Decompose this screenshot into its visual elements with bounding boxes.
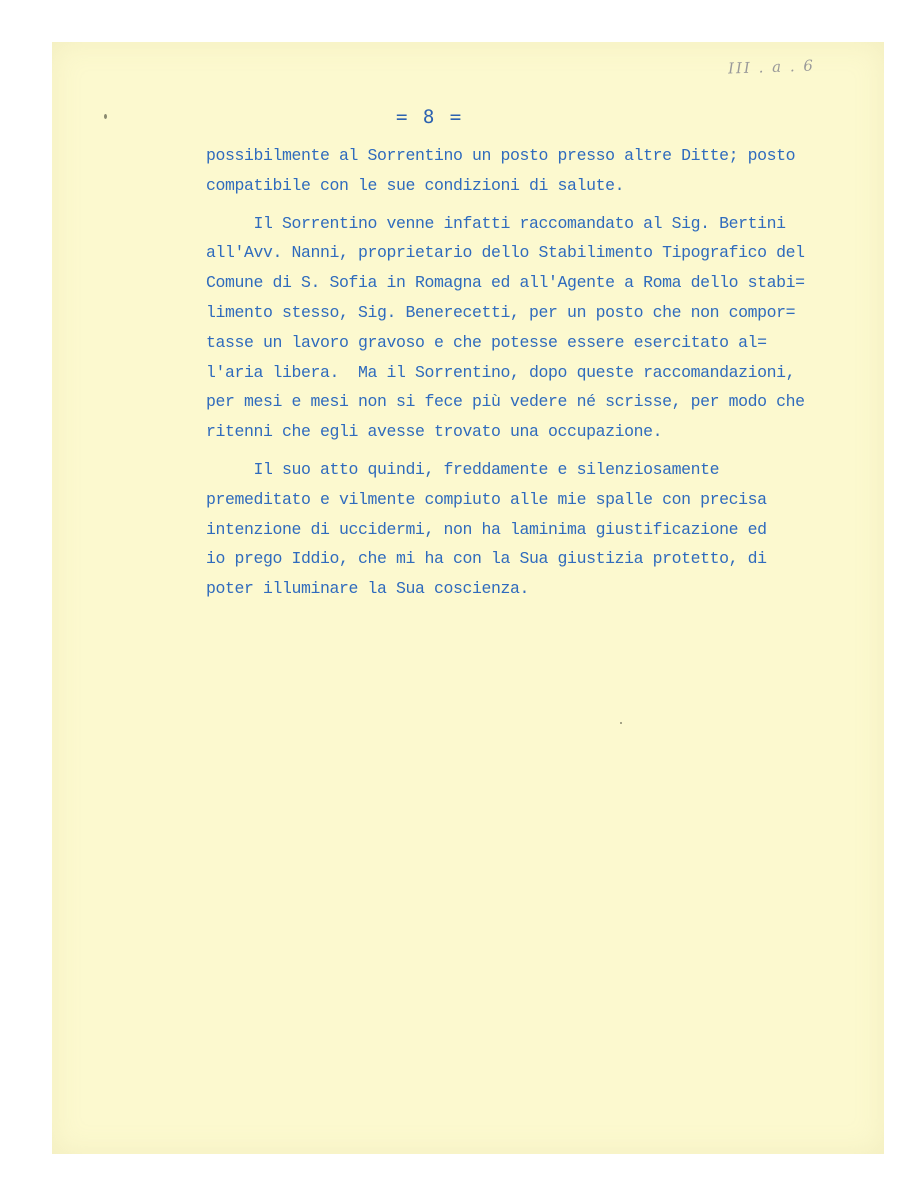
paper-speck	[104, 114, 107, 119]
text-line: Comune di S. Sofia in Romagna ed all'Agente a Roma dello stabi=	[206, 273, 805, 293]
text-line: limento stesso, Sig. Benerecetti, per un posto che non compor=	[206, 302, 796, 322]
text-line: per mesi e mesi non si fece più vedere né scrisse, per modo che	[206, 392, 805, 412]
text-line: poter illuminare la Sua coscienza.	[206, 579, 530, 599]
text-line: premeditato e vilmente compiuto alle mie spalle con precisa	[206, 489, 767, 509]
text-line: l'aria libera. Ma il Sorrentino, dopo queste raccomandazioni,	[206, 362, 796, 382]
text-line: all'Avv. Nanni, proprietario dello Stabilimento Tipografico del	[206, 243, 805, 263]
paper-speck	[620, 722, 622, 724]
archive-reference-mark: III . a . 6	[727, 56, 816, 78]
text-line: Il suo atto quindi, freddamente e silenziosamente	[206, 459, 720, 479]
text-line: compatibile con le sue condizioni di salute.	[206, 175, 625, 195]
typed-body	[206, 141, 846, 604]
text-line: intenzione di uccidermi, non ha laminima giustificazione ed	[206, 519, 767, 539]
text-line: possibilmente al Sorrentino un posto presso altre Ditte; posto	[206, 146, 796, 165]
page-number: = 8 =	[396, 106, 464, 128]
paragraph-gap	[206, 447, 846, 455]
text-line: io prego Iddio, che mi ha con la Sua giustizia protetto, di	[206, 549, 767, 569]
text-line: ritenni che egli avesse trovato una occupazione.	[206, 422, 663, 442]
text-line: Il Sorrentino venne infatti raccomandato al Sig. Bertini	[206, 213, 786, 233]
paragraph-gap	[206, 201, 846, 209]
text-line: tasse un lavoro gravoso e che potesse essere esercitato al=	[206, 332, 767, 352]
